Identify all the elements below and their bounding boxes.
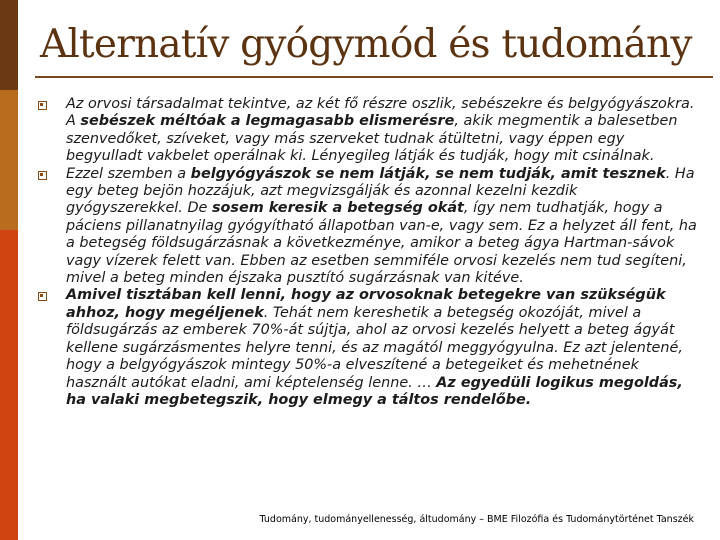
bullet-square-icon	[38, 292, 47, 301]
accent-stripe-middle	[0, 90, 18, 230]
emphasis-text: sosem keresik a betegség okát	[211, 200, 464, 217]
bullet-surgeons	[38, 96, 698, 166]
accent-stripe-top	[0, 0, 18, 90]
emphasis-text: Amivel tisztában kell lenni, hogy az orvosoknak betegekre van szükségük ahhoz, hogy megéljenek	[66, 287, 666, 321]
bullet-text: Amivel tisztában kell lenni, hogy az orvosoknak betegekre van szükségük ahhoz, hogy megéljenek. Tehát nem kereshetik a betegség okozóját, mivel a földsugárzás az emberek 70%-át sújtja, ahol az orvosi kezelés helyett a beteg ágyát kellene sugárzásmentes helyre tenni, és az magától meggyógyulna. Ez azt jelentené, hogy a belgyógyászok mintegy 50%-a elveszítené a betegeiket és mehetnének használt autókat eladni, ami képtelenség lenne. … Az egyedüli logikus megoldás, ha valaki megbetegszik, hogy elmegy a táltos rendelőbe.	[66, 287, 683, 408]
emphasis-text: sebészek méltóak a legmagasabb elismerésre	[80, 113, 455, 130]
bullet-square-icon	[38, 101, 47, 110]
bullet-text: Az orvosi társadalmat tekintve, az két fő részre oszlik, sebészekre és belgyógyászokra. A sebészek méltóak a legmagasabb elismerésre, akik megmentik a balesetben szenvedőket, szíveket, vagy más szerveket tudnak átültetni, vagy éppen egy begyulladt vakbelet operálnak ki. Lényegileg látják és tudják, hogy mit csinálnak.	[66, 96, 695, 165]
bullet-conclusion	[38, 287, 698, 409]
emphasis-text: belgyógyászok se nem látják, se nem tudják, amit tesznek	[190, 165, 666, 182]
slide-footer: Tudomány, tudományellenesség, áltudomány – BME Filozófia és Tudománytörténet Tanszék	[259, 514, 694, 525]
bullet-list	[38, 96, 698, 409]
bullet-internists	[38, 166, 698, 288]
emphasis-text: Az egyedüli logikus megoldás, ha valaki megbetegszik, hogy elmegy a táltos rendelőbe.	[66, 374, 683, 408]
accent-stripe-bottom	[0, 230, 18, 540]
bullet-text: Ezzel szemben a belgyógyászok se nem látják, se nem tudják, amit tesznek. Ha egy beteg bejön hozzájuk, azt megvizsgálják és azonnal kezelni kezdik gyógyszerekkel. De sosem keresik a betegség okát, így nem tudhatják, hogy a páciens pillanatnyilag gyógyítható állapotban van-e, vagy sem. Ez a helyzet áll fent, ha a betegség földsugárzásnak a következménye, amikor a beteg ágya Hartman-sávok vagy vízerek felett van. Ebben az esetben semmiféle orvosi kezelés nem tud segíteni, mivel a beteg minden éjszaka pusztító sugárzásnak van kitéve.	[66, 165, 697, 287]
slide-title: Alternatív gyógymód és tudomány	[40, 22, 692, 67]
bullet-square-icon	[38, 171, 47, 180]
title-divider	[35, 76, 713, 78]
